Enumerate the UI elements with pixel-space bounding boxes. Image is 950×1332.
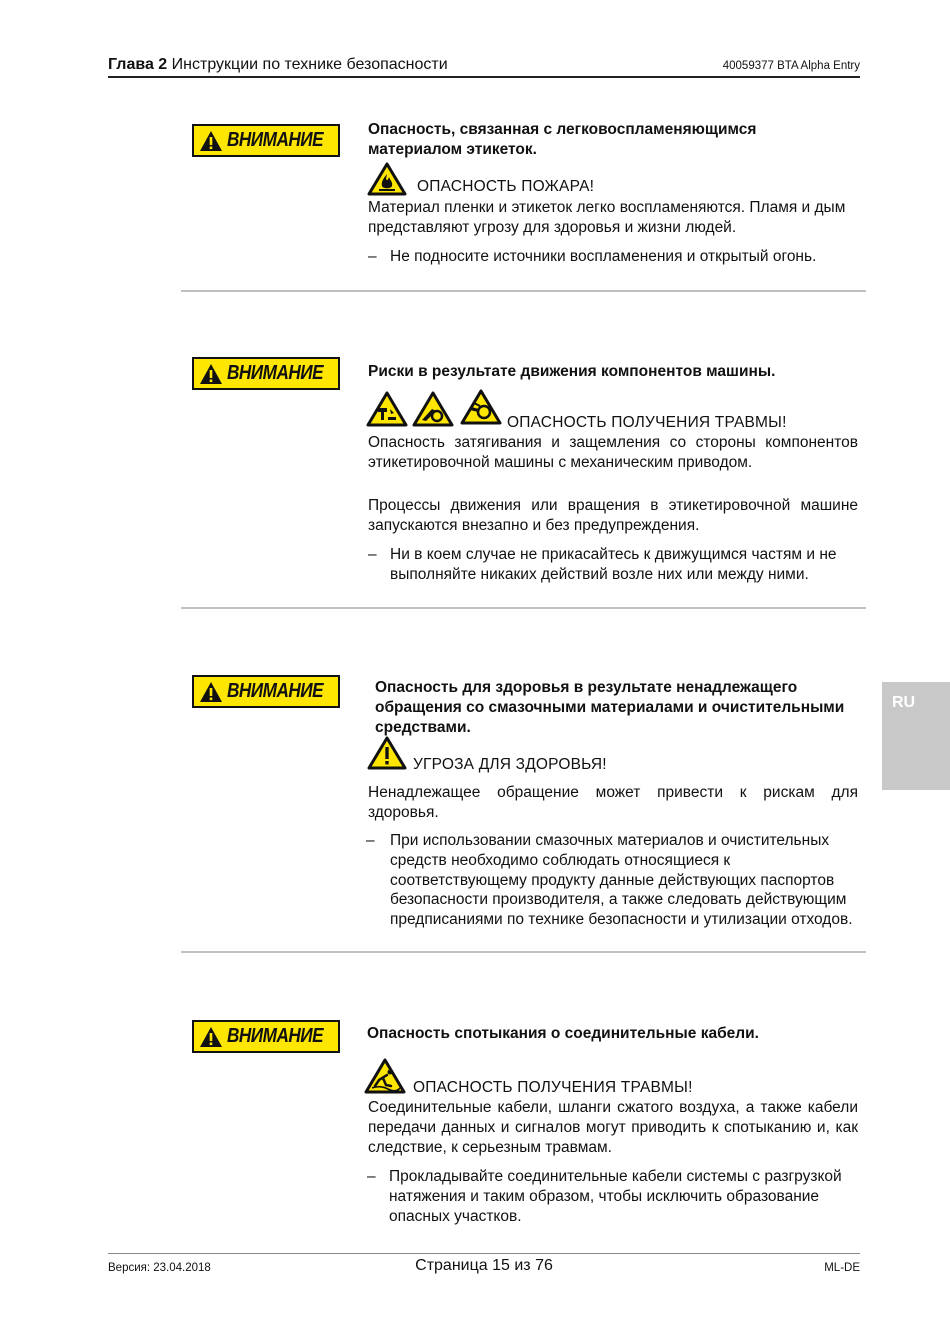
warning-triangle-icon <box>199 363 223 385</box>
page-footer <box>108 1253 860 1283</box>
warning-badge <box>192 1020 340 1053</box>
signal-word: УГРОЗА ДЛЯ ЗДОРОВЬЯ! <box>413 756 607 773</box>
section-divider <box>181 951 866 953</box>
warning-badge-label: ВНИМАНИЕ <box>227 1025 324 1047</box>
chapter-title <box>108 56 448 74</box>
section-paragraph: Материал пленки и этикеток легко воспламеняются. Пламя и дым представляют угрозу для здоровья и жизни людей. <box>368 199 846 236</box>
list-item: – Не подносите источники воспламенения и открытый огонь. <box>368 247 838 267</box>
signal-word: ОПАСНОСТЬ ПОЛУЧЕНИЯ ТРАВМЫ! <box>507 414 787 431</box>
document-id: 40059377 BTA Alpha Entry <box>722 60 860 72</box>
list-item-text: При использовании смазочных материалов и очистительных средств необходимо соблюдать относящиеся к соответствующему продукту данные действующих паспортов безопасности производителя, а также следовать действующим предписаниями по технике безопасности и утилизации отходов. <box>390 832 853 929</box>
fire-warning-icon <box>367 162 407 196</box>
section-paragraph: Ненадлежащее обращение может привести к рискам для здоровья. <box>368 784 858 821</box>
chapter-name: Инструкции по технике безопасности <box>171 56 448 73</box>
section-paragraph: Опасность затягивания и защемления со стороны компонентов этикетировочной машины с механическим приводом. <box>368 434 858 471</box>
version-date: Версия: 23.04.2018 <box>108 1262 211 1274</box>
warning-badge <box>192 357 340 390</box>
warning-badge <box>192 675 340 708</box>
warning-badge-label: ВНИМАНИЕ <box>227 362 324 384</box>
rotating-roller-hazard-icon <box>460 389 502 425</box>
list-item: – При использовании смазочных материалов и очистительных средств необходимо соблюдать относящиеся к соответствующему продукту данные действующих паспортов безопасности производителя, а также следовать действующим предписаниями по технике безопасности и утилизации отходов. <box>366 831 858 930</box>
entanglement-hazard-icon <box>412 391 454 427</box>
language-tab-label: RU <box>892 694 916 711</box>
language-tab <box>882 682 950 790</box>
warning-badge <box>192 124 340 157</box>
page-number: Страница 15 из 76 <box>415 1257 553 1274</box>
section-divider <box>181 290 866 292</box>
page-header <box>108 56 860 78</box>
signal-word: ОПАСНОСТЬ ПОЖАРА! <box>417 178 595 195</box>
general-warning-icon <box>367 736 407 770</box>
chapter-label: Глава 2 <box>108 56 168 73</box>
trip-hazard-icon <box>364 1058 406 1094</box>
crush-hazard-icon <box>366 391 408 427</box>
warning-badge-label: ВНИМАНИЕ <box>227 129 324 151</box>
section-heading: Опасность, связанная с легковоспламеняющимся материалом этикеток. <box>368 121 757 158</box>
section-paragraph: Процессы движения или вращения в этикетировочной машине запускаются внезапно и без предупреждения. <box>368 497 858 534</box>
section-heading: Риски в результате движения компонентов машины. <box>368 363 776 380</box>
list-item-text: Не подносите источники воспламенения и открытый огонь. <box>390 248 817 265</box>
signal-word: ОПАСНОСТЬ ПОЛУЧЕНИЯ ТРАВМЫ! <box>413 1079 693 1096</box>
warning-triangle-icon <box>199 1026 223 1048</box>
list-item: – Прокладывайте соединительные кабели системы с разгрузкой натяжения и таким образом, чтобы исключить образование опасных участков. <box>367 1167 857 1226</box>
section-heading: Опасность для здоровья в результате ненадлежащего обращения со смазочными материалами и очистительными средствами. <box>375 679 845 736</box>
section-paragraph: Соединительные кабели, шланги сжатого воздуха, а также кабели передачи данных и сигналов могут приводить к спотыканию и, как следствие, к серьезным травмам. <box>368 1099 858 1156</box>
language-code: ML-DE <box>824 1262 860 1274</box>
list-item-text: Ни в коем случае не прикасайтесь к движущимся частям и не выполняйте никаких действий возле них или между ними. <box>390 546 837 583</box>
section-heading: Опасность спотыкания о соединительные кабели. <box>367 1025 759 1042</box>
warning-triangle-icon <box>199 130 223 152</box>
warning-triangle-icon <box>199 681 223 703</box>
list-item: – Ни в коем случае не прикасайтесь к движущимся частям и не выполняйте никаких действий возле них или между ними. <box>368 545 858 585</box>
warning-badge-label: ВНИМАНИЕ <box>227 680 324 702</box>
list-item-text: Прокладывайте соединительные кабели системы с разгрузкой натяжения и таким образом, чтобы исключить образование опасных участков. <box>389 1168 842 1225</box>
section-divider <box>181 607 866 609</box>
